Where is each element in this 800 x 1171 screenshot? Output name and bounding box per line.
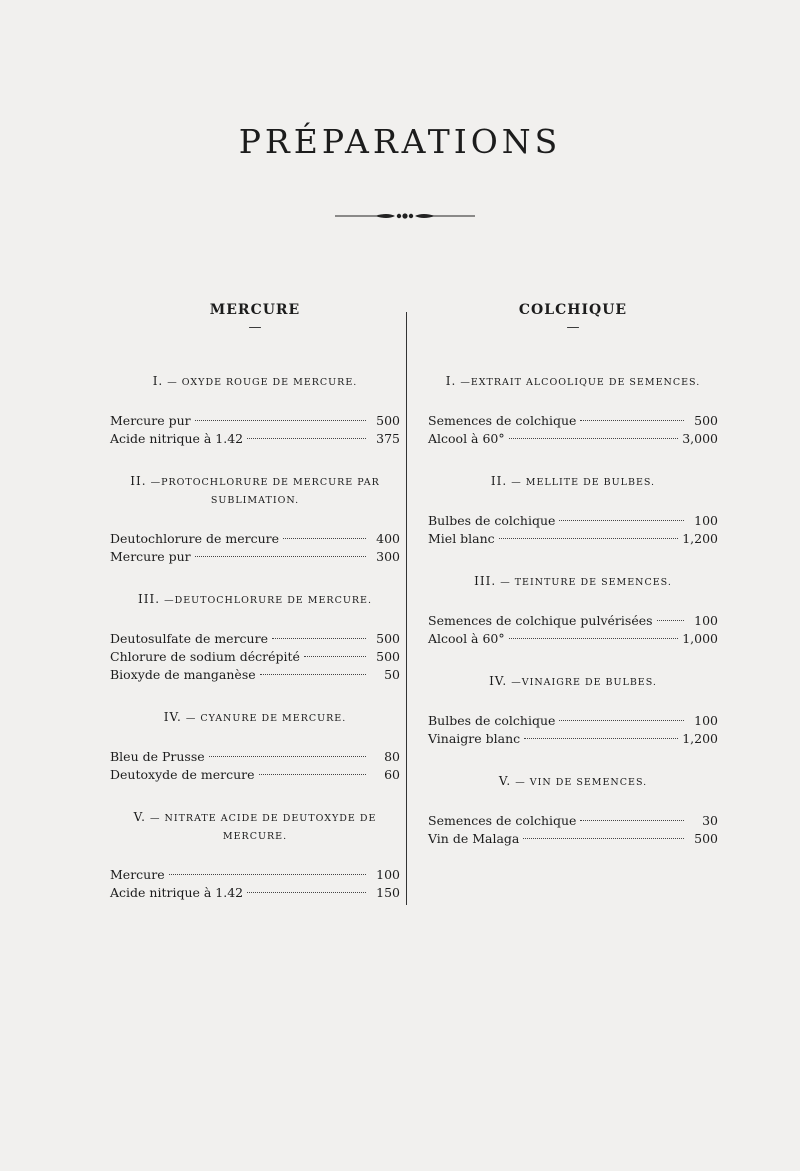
section-number: III. [138,592,161,606]
ingredient-quantity: 3,000 [682,431,718,446]
leader-dots [509,637,679,639]
ingredient-list [110,866,400,902]
section-number: II. [130,474,147,488]
sections [110,372,400,902]
leader-dots [283,537,366,539]
ingredient-row [428,630,718,648]
leader-dots [247,891,366,893]
ingredient-row [110,412,400,430]
section-number: I. [152,374,164,388]
leader-dots [195,555,366,557]
ingredient-list [428,612,718,648]
leader-dots [304,655,366,657]
section-heading [110,590,400,610]
ingredient-name: Acide nitrique à 1.42 [110,431,244,446]
leader-dots [523,837,684,839]
leader-dots [524,737,678,739]
ingredient-row [110,430,400,448]
ingredient-quantity: 80 [384,749,400,764]
ingredient-quantity: 500 [376,413,400,428]
section-number: II. [490,474,508,488]
ingredient-name: Chlorure de sodium décrépité [110,649,300,664]
ingredient-list [428,512,718,548]
ingredient-row [428,530,718,548]
leader-dots [559,519,684,521]
section-title: — CYANURE DE MERCURE. [185,713,347,724]
leader-dots [580,419,684,421]
leader-dots [559,719,684,721]
section-number: III. [474,574,497,588]
ingredient-quantity: 150 [376,885,400,900]
ingredient-name: Vin de Malaga [428,831,520,846]
right-column [428,300,718,872]
ingredient-list [428,412,718,448]
sections [428,372,718,848]
ingredient-name: Alcool à 60° [428,431,505,446]
leader-dots [272,637,366,639]
ingredient-row [110,748,400,766]
section-title: — TEINTURE DE SEMENCES. [500,577,672,588]
column-divider [406,312,407,905]
section-heading [110,372,400,392]
left-column [110,300,400,926]
ingredient-name: Bulbes de colchique [428,513,556,528]
ingredient-quantity: 100 [694,513,718,528]
ingredient-row [428,830,718,848]
section-number: IV. [489,674,508,688]
ingredient-quantity: 60 [384,767,400,782]
section-heading [110,808,400,846]
section-heading [428,372,718,392]
ingredient-row [428,812,718,830]
leader-dots [169,873,366,875]
section-heading [428,472,718,492]
ingredient-name: Bulbes de colchique [428,713,556,728]
ingredient-name: Semences de colchique [428,813,577,828]
ingredient-quantity: 375 [376,431,400,446]
ingredient-quantity: 500 [376,631,400,646]
ingredient-name: Miel blanc [428,531,495,546]
recipe-section [428,372,718,448]
ingredient-list [110,630,400,684]
section-title: — MELLITE DE BULBES. [511,477,656,488]
ingredient-row [110,766,400,784]
section-title: —VINAIGRE DE BULBES. [511,677,657,688]
ingredient-quantity: 100 [694,613,718,628]
section-title: — VIN DE SEMENCES. [515,777,648,788]
ornament-divider-icon [335,208,475,224]
leader-dots [247,437,366,439]
ingredient-row [110,648,400,666]
ingredient-name: Mercure pur [110,549,191,564]
ingredient-quantity: 300 [376,549,400,564]
ingredient-row [428,512,718,530]
leader-dots [509,437,679,439]
ingredient-list [110,748,400,784]
ingredient-quantity: 1,000 [682,631,718,646]
ingredient-name: Semences de colchique [428,413,577,428]
ingredient-name: Deutosulfate de mercure [110,631,268,646]
ingredient-quantity: 1,200 [682,731,718,746]
ingredient-row [110,530,400,548]
ingredient-quantity: 100 [694,713,718,728]
ingredient-row [110,884,400,902]
ingredient-name: Deutochlorure de mercure [110,531,279,546]
ingredient-name: Bleu de Prusse [110,749,205,764]
ingredient-list [428,812,718,848]
section-number: V. [498,774,512,788]
recipe-section [110,808,400,902]
recipe-section [428,472,718,548]
section-number: I. [445,374,457,388]
ingredient-row [428,730,718,748]
ingredient-row [428,612,718,630]
recipe-section [428,672,718,748]
ingredient-name: Deutoxyde de mercure [110,767,255,782]
ingredient-row [428,430,718,448]
ingredient-quantity: 500 [694,413,718,428]
ingredient-name: Bioxyde de manganèse [110,667,256,682]
ingredient-list [428,712,718,748]
leader-dots [657,619,684,621]
ingredient-quantity: 1,200 [682,531,718,546]
title-dash: — [248,320,262,335]
section-number: IV. [163,710,182,724]
leader-dots [499,537,679,539]
leader-dots [259,773,366,775]
ingredient-quantity: 500 [376,649,400,664]
leader-dots [209,755,366,757]
section-heading [110,472,400,510]
ingredient-row [110,630,400,648]
ingredient-row [428,712,718,730]
ingredient-row [110,666,400,684]
recipe-section [110,472,400,566]
leader-dots [580,819,684,821]
ingredient-row [428,412,718,430]
ingredient-name: Acide nitrique à 1.42 [110,885,244,900]
section-title: — NITRATE ACIDE DE DEUTOXYDE DE MERCURE. [150,813,377,842]
ingredient-quantity: 50 [384,667,400,682]
recipe-section [110,372,400,448]
recipe-section [428,772,718,848]
ingredient-quantity: 500 [694,831,718,846]
section-heading [428,772,718,792]
section-heading [110,708,400,728]
section-title: —EXTRAIT ALCOOLIQUE DE SEMENCES. [460,377,701,388]
ingredient-row [110,866,400,884]
section-title: —DEUTOCHLORURE DE MERCURE. [164,595,372,606]
ingredient-list [110,412,400,448]
leader-dots [195,419,366,421]
ingredient-row [110,548,400,566]
ingredient-name: Alcool à 60° [428,631,505,646]
ingredient-name: Mercure pur [110,413,191,428]
recipe-section [110,590,400,684]
section-heading [428,572,718,592]
ingredient-list [110,530,400,566]
ingredient-quantity: 400 [376,531,400,546]
ingredient-name: Mercure [110,867,165,882]
section-title: — OXYDE ROUGE DE MERCURE. [167,377,358,388]
section-heading [428,672,718,692]
ingredient-quantity: 30 [702,813,718,828]
section-title: —PROTOCHLORURE DE MERCURE PAR SUBLIMATION. [150,477,380,506]
recipe-section [110,708,400,784]
leader-dots [260,673,366,675]
ingredient-name: Vinaigre blanc [428,731,521,746]
ingredient-name: Semences de colchique pulvérisées [428,613,653,628]
recipe-section [428,572,718,648]
page-title: PRÉPARATIONS [238,122,562,162]
column-title: MERCURE [209,302,301,318]
column-title: COLCHIQUE [518,302,628,318]
section-number: V. [133,810,146,824]
ingredient-quantity: 100 [376,867,400,882]
title-dash: — [566,320,580,335]
